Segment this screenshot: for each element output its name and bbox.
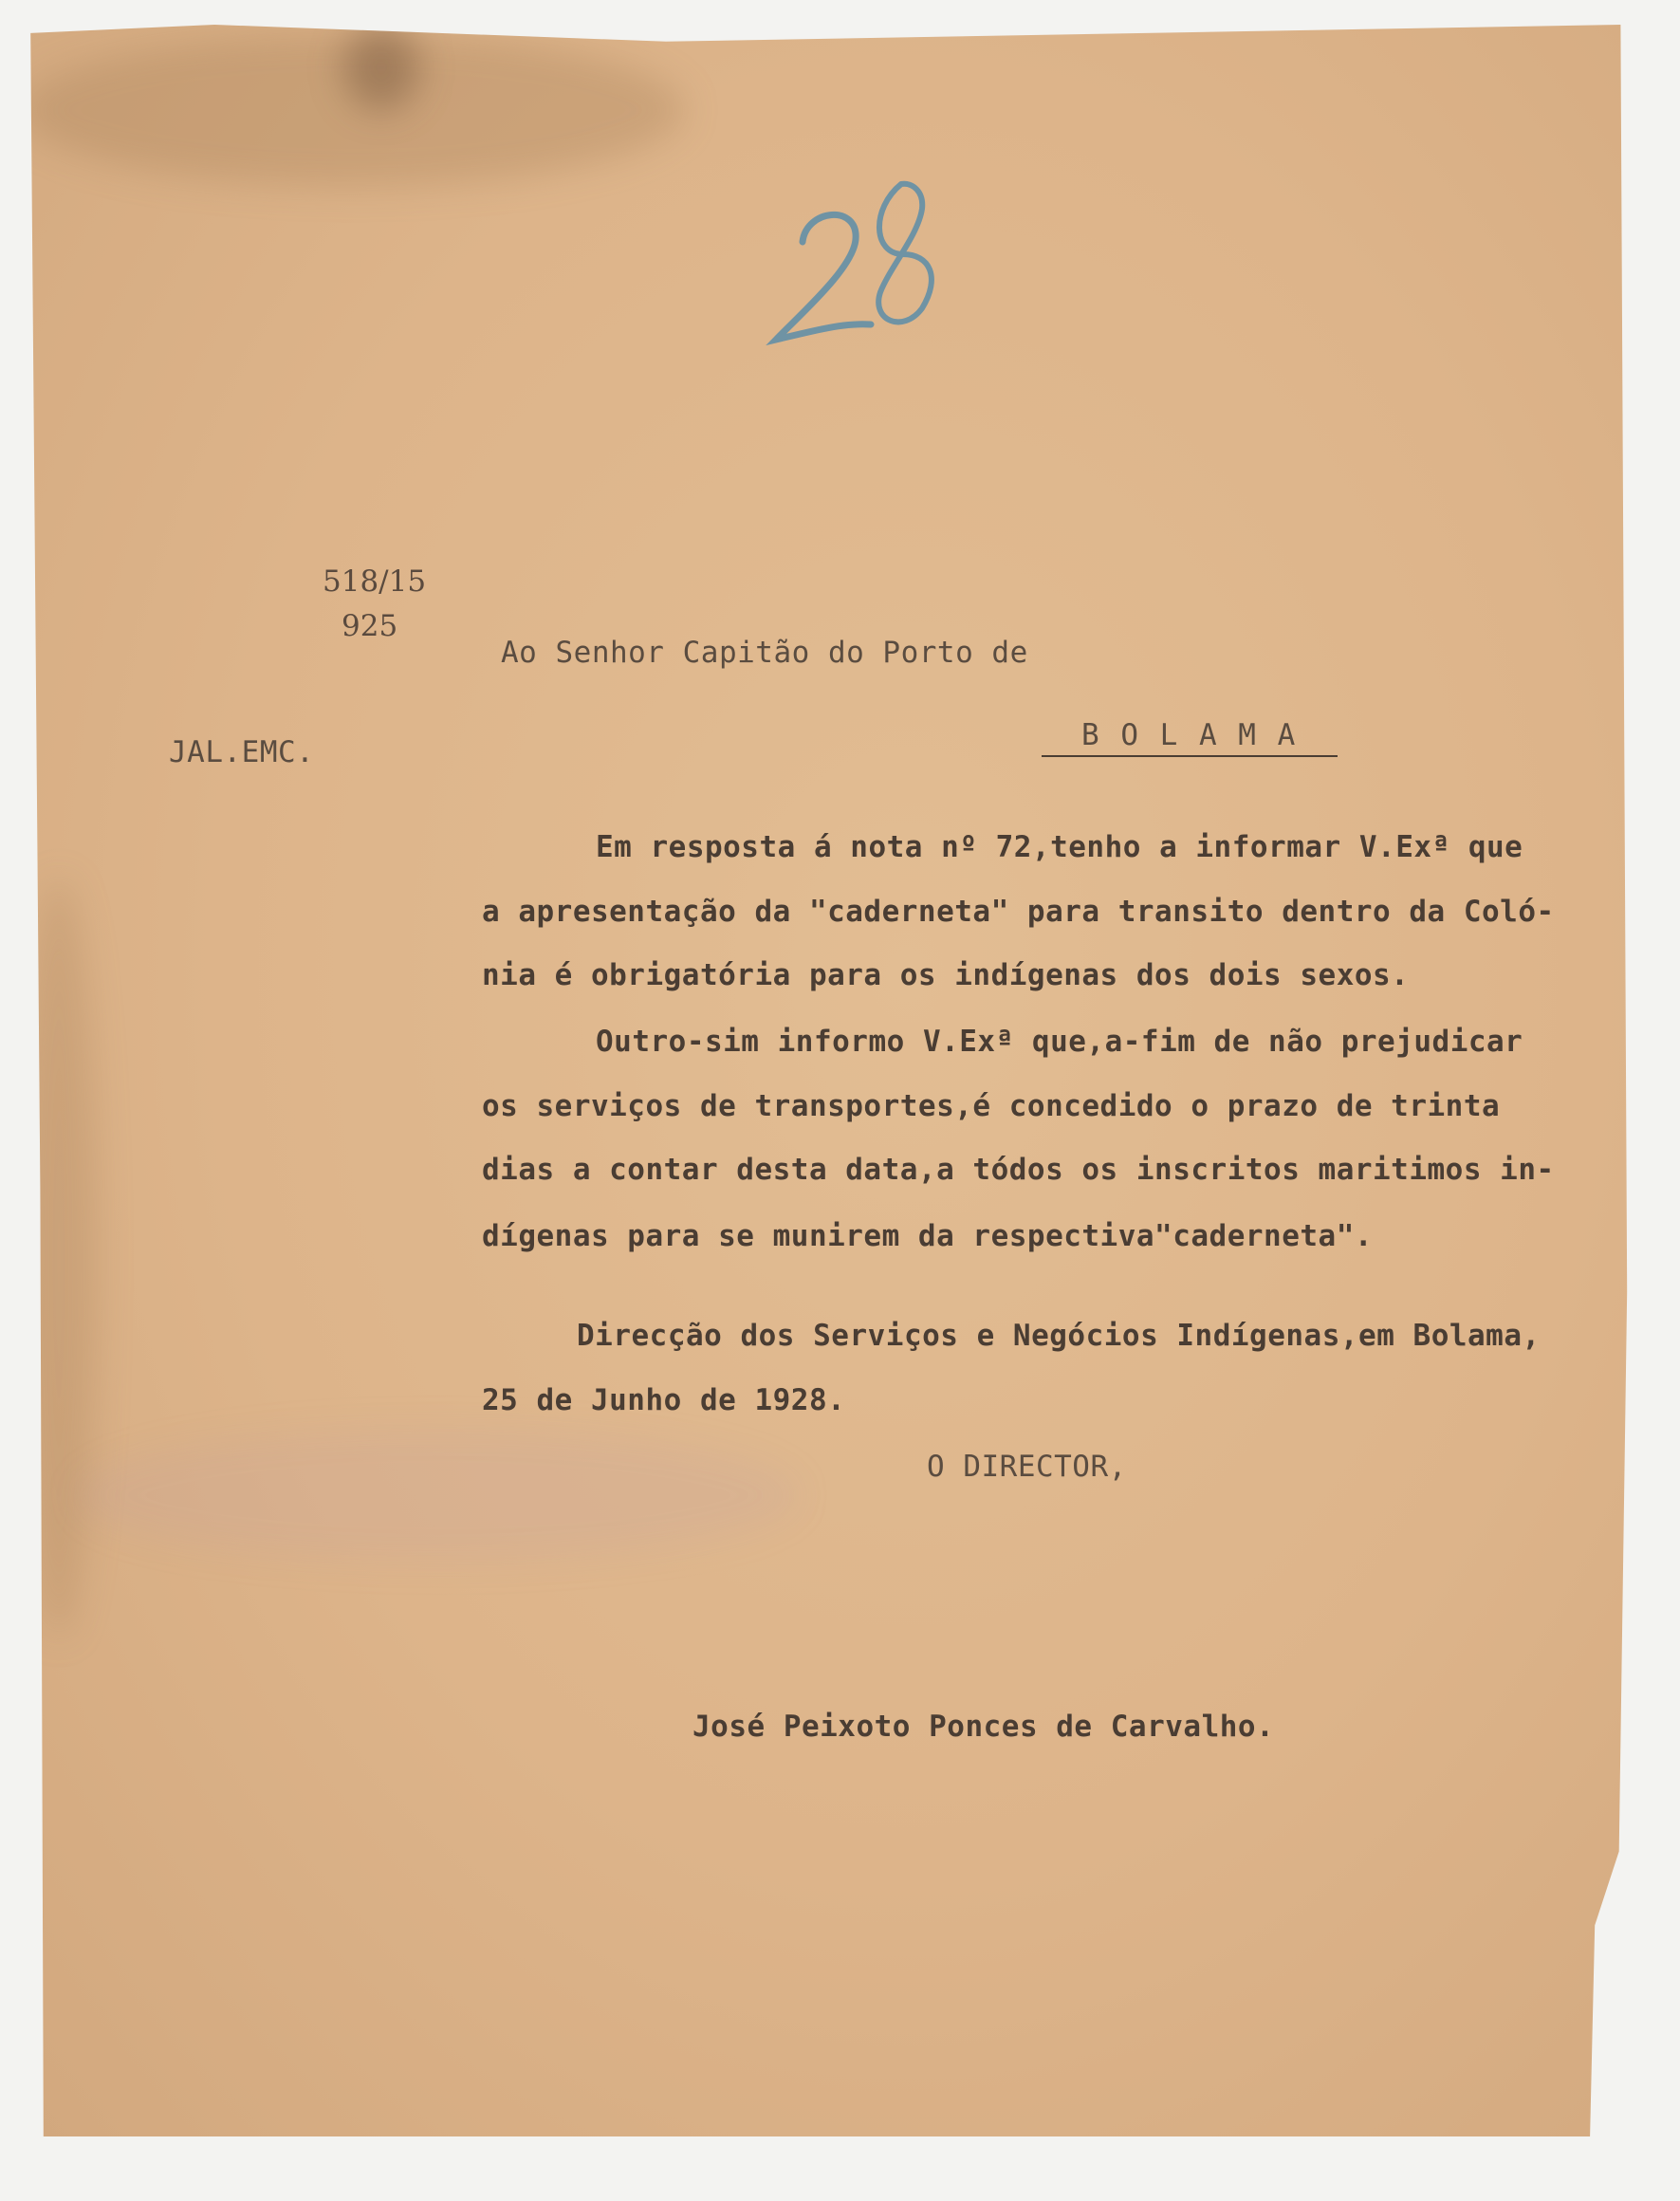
place-underline [1042, 755, 1338, 757]
signatory-name: José Peixoto Ponces de Carvalho. [692, 1710, 1275, 1744]
closing-date: 25 de Junho de 1928. [482, 1383, 846, 1417]
body-line-4: Outro-sim informo V.Exª que,a-fim de não prejudicar [596, 1025, 1523, 1059]
stain-left [21, 879, 97, 1637]
folio-number-handwritten [749, 171, 958, 361]
signature-title: O DIRECTOR, [927, 1450, 1127, 1484]
stain-mark [343, 25, 419, 110]
body-line-7: dígenas para se munirem da respectiva"caderneta". [482, 1219, 1374, 1253]
typist-initials: JAL.EMC. [169, 735, 315, 769]
body-line-1: Em resposta á nota nº 72,tenho a informar V.Exª que [596, 830, 1523, 864]
reference-year: 925 [342, 609, 398, 643]
body-line-3: nia é obrigatória para os indígenas dos dois sexos. [482, 958, 1410, 992]
body-line-5: os serviços de transportes,é concedido o prazo de trinta [482, 1089, 1501, 1123]
closing-line-1: Direcção dos Serviços e Negócios Indígenas,em Bolama, [577, 1319, 1541, 1353]
addressee-place: B O L A M A [1081, 718, 1298, 752]
bleed-through [78, 1429, 799, 1562]
body-line-6: dias a contar desta data,a tódos os inscritos maritimos in- [482, 1153, 1555, 1187]
body-line-2: a apresentação da "caderneta" para transito dentro da Coló- [482, 895, 1555, 929]
reference-number: 518/15 [323, 564, 427, 599]
addressee-salutation: Ao Senhor Capitão do Porto de [501, 636, 1028, 670]
